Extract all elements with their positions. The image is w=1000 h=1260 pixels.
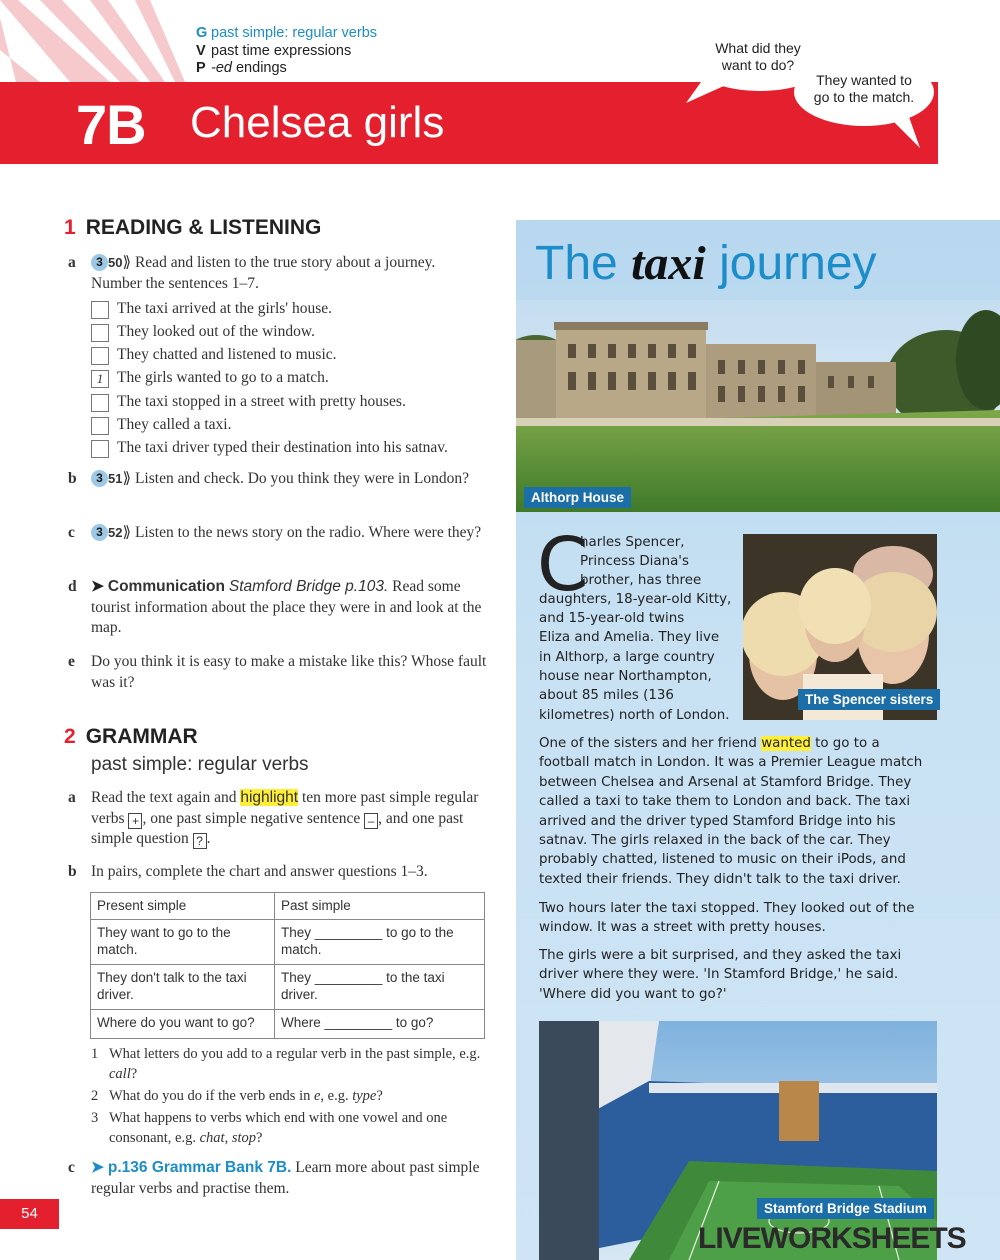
intro-line: about 85 miles (136 bbox=[539, 688, 674, 703]
number-answer-box[interactable] bbox=[91, 301, 109, 319]
audio-icon[interactable]: 3 bbox=[91, 470, 108, 487]
focus-vocabulary: V past time expressions bbox=[196, 42, 352, 59]
focus-pronunciation: P -ed endings bbox=[196, 60, 287, 76]
article-title: The taxi journey bbox=[535, 237, 877, 290]
bubble-answer-text: They wanted to go to the match. bbox=[813, 72, 915, 105]
article-paragraph-4: The girls were a bit surprised, and they asked the taxi driver where they were. 'In Stamford Bridge,' he said. 'Where did you want to go?' bbox=[539, 948, 902, 1002]
question-symbol: ? bbox=[193, 833, 207, 849]
grammar-question: 1 What letters do you add to a regular verb in the past simple, e.g. call? bbox=[91, 1046, 481, 1082]
intro-line: brother, has three bbox=[580, 573, 702, 588]
exercise-2a: a Read the text again and highlight ten more past simple regular verbs + , one past simple negative sentence – , and one past simple question ? . bbox=[68, 789, 479, 848]
intro-line: Eliza and Amelia. They live bbox=[539, 630, 720, 645]
arrow-right-icon: ➤ bbox=[91, 578, 104, 595]
number-answer-box[interactable] bbox=[91, 440, 109, 458]
drop-cap: C bbox=[537, 522, 589, 608]
intro-line: in Althorp, a large country bbox=[539, 650, 715, 665]
number-answer-box[interactable] bbox=[91, 394, 109, 412]
intro-line: harles Spencer, bbox=[580, 535, 685, 550]
exercise-1d: d ➤ Communication Stamford Bridge p.103. Read some tourist information about the place they were in and look at the map. bbox=[68, 578, 482, 636]
intro-line: Princess Diana's bbox=[580, 554, 689, 569]
chart-cell: They want to go to the match. bbox=[91, 920, 275, 965]
chart-cell-answer[interactable]: They _________ to go to the match. bbox=[275, 920, 485, 965]
unit-focus-list bbox=[196, 25, 377, 78]
chart-cell-answer[interactable]: They _________ to the taxi driver. bbox=[275, 965, 485, 1010]
caption-stamford-bridge: Stamford Bridge Stadium bbox=[757, 1198, 934, 1219]
exercise-2b: b In pairs, complete the chart and answer questions 1–3. bbox=[68, 863, 428, 880]
unit-title: Chelsea girls bbox=[190, 98, 445, 147]
grammar-question: 3 What happens to verbs which end with one vowel and one consonant, e.g. chat, stop? bbox=[91, 1110, 448, 1146]
number-answer-box[interactable] bbox=[91, 324, 109, 342]
arrow-right-icon: ➤ bbox=[91, 1159, 104, 1176]
grammar-chart bbox=[90, 892, 485, 1039]
grammar-subtitle: past simple: regular verbs bbox=[91, 754, 309, 775]
grammar-question: 2 What do you do if the verb ends in e, e.g. type? bbox=[91, 1088, 383, 1104]
section-heading-reading-listening: 1 READING & LISTENING bbox=[64, 216, 322, 239]
audio-icon[interactable]: 3 bbox=[91, 524, 108, 541]
intro-line: kilometres) north of London. bbox=[539, 708, 730, 723]
exercise-1b: b 3 51⟫ Listen and check. Do you think they were in London? bbox=[68, 470, 469, 487]
audio-icon[interactable]: 3 bbox=[91, 254, 108, 271]
intro-line: daughters, 18-year-old Kitty, bbox=[539, 592, 732, 607]
liveworksheets-watermark: LIVEWORKSHEETS bbox=[698, 1222, 966, 1255]
highlighted-verb[interactable]: wanted bbox=[761, 736, 811, 751]
intro-line: and 15-year-old twins bbox=[539, 611, 685, 626]
unit-number: 7B bbox=[76, 93, 146, 156]
plus-symbol: + bbox=[128, 813, 142, 829]
article-paragraph-3: Two hours later the taxi stopped. They looked out of the window. It was a street with pretty houses. bbox=[539, 901, 915, 936]
chart-cell: They don't talk to the taxi driver. bbox=[91, 965, 275, 1010]
number-answer-box[interactable] bbox=[91, 347, 109, 365]
chart-header: Past simple bbox=[275, 893, 485, 920]
communication-link[interactable]: Communication bbox=[107, 578, 225, 595]
section-heading-grammar: 2 GRAMMAR bbox=[64, 725, 198, 748]
exercise-2c: c ➤ p.136 Grammar Bank 7B. Learn more about past simple regular verbs and practise them. bbox=[68, 1159, 480, 1197]
article-paragraph-2: One of the sisters and her friend wanted to go to a football match in London. It was a Premier League match between Chelsea and Arsenal at Stamford Bridge. They called a taxi to take them to London and back. The taxi arrived and the driver typed Stamford Bridge into his satnav. The girls relaxed in the back of the car. They probably chatted, listened to music on their iPods, and texted their friends. They didn't talk to the taxi driver. bbox=[539, 736, 923, 887]
focus-grammar: G past simple: regular verbs bbox=[196, 25, 378, 41]
caption-althorp-house: Althorp House bbox=[524, 487, 631, 508]
exercise-1e: e Do you think it is easy to make a mistake like this? Whose fault was it? bbox=[68, 653, 487, 691]
bubble-question-text: What did they want to do? bbox=[715, 40, 801, 73]
page-number: 54 bbox=[0, 1199, 59, 1229]
chart-cell-answer[interactable]: Where _________ to go? bbox=[275, 1010, 485, 1039]
minus-symbol: – bbox=[364, 813, 378, 829]
exercise-1a: a 3 50⟫ Read and listen to the true story about a journey. Number the sentences 1–7. bbox=[68, 254, 436, 292]
chart-header: Present simple bbox=[91, 893, 275, 920]
intro-line: house near Northampton, bbox=[539, 669, 712, 684]
number-answer-box[interactable] bbox=[91, 417, 109, 435]
grammar-bank-link[interactable]: p.136 Grammar Bank 7B. bbox=[107, 1159, 292, 1176]
exercise-1c: c 3 52⟫ Listen to the news story on the radio. Where were they? bbox=[68, 524, 482, 541]
chart-cell: Where do you want to go? bbox=[91, 1010, 275, 1039]
althorp-house-photo bbox=[516, 300, 1000, 512]
number-answer-box[interactable]: 1 bbox=[91, 370, 109, 388]
caption-spencer-sisters: The Spencer sisters bbox=[798, 689, 940, 710]
